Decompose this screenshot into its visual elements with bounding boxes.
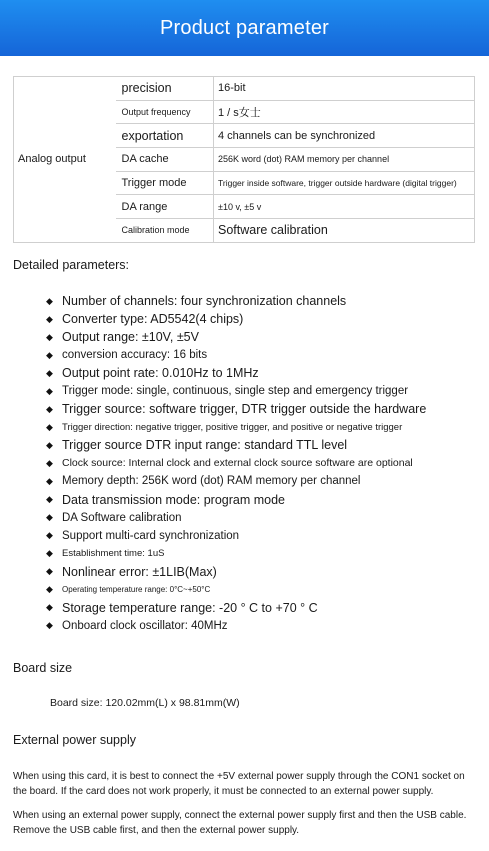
param-key: Calibration mode — [116, 219, 214, 243]
detailed-parameters-title: Detailed parameters: — [13, 258, 130, 272]
param-value: 16-bit — [214, 77, 475, 101]
param-key: Output frequency — [116, 100, 214, 124]
bullet-icon: ◆ — [46, 620, 53, 631]
bullet-icon: ◆ — [46, 331, 53, 342]
param-key: Trigger mode — [116, 171, 214, 195]
bullet-icon: ◆ — [46, 512, 53, 523]
list-item: ◆ Output range: ±10V, ±5V — [46, 330, 199, 345]
list-item: ◆ Nonlinear error: ±1LIB(Max) — [46, 564, 217, 579]
list-item: ◆ Number of channels: four synchronization channels — [46, 294, 347, 309]
list-item: ◆ Onboard clock oscillator: 40MHz — [46, 619, 228, 632]
param-value: ±10 v, ±5 v — [214, 195, 475, 219]
bullet-icon: ◆ — [46, 548, 53, 559]
bullet-icon: ◆ — [46, 530, 53, 541]
param-key: DA range — [116, 195, 214, 219]
list-item: ◆ Memory depth: 256K word (dot) RAM memory per channel — [46, 475, 361, 488]
list-item: ◆ Storage temperature range: -20 ° C to +70 ° C — [46, 600, 318, 615]
list-item: ◆ Trigger source: software trigger, DTR trigger outside the hardware — [46, 402, 427, 417]
list-item: ◆ Establishment time: 1uS — [46, 548, 165, 560]
bullet-icon: ◆ — [46, 457, 53, 468]
list-item: ◆ Data transmission mode: program mode — [46, 492, 286, 507]
list-item: ◆ Output point rate: 0.010Hz to 1MHz — [46, 366, 259, 381]
bullet-icon: ◆ — [46, 584, 53, 595]
param-value: Software calibration — [214, 219, 475, 243]
detailed-parameters-list — [46, 292, 486, 635]
bullet-icon: ◆ — [46, 602, 53, 613]
bullet-icon: ◆ — [46, 295, 53, 306]
bullet-icon: ◆ — [46, 313, 53, 324]
list-item: ◆ Operating temperature range: 0°C~+50°C — [46, 584, 211, 595]
param-value: 1 / s女士 — [214, 100, 475, 124]
bullet-icon: ◆ — [46, 367, 53, 378]
param-value: 256K word (dot) RAM memory per channel — [214, 148, 475, 172]
bullet-icon: ◆ — [46, 475, 53, 486]
list-item: ◆ Trigger direction: negative trigger, positive trigger, and positive or negative trigger — [46, 421, 403, 433]
board-size-title: Board size — [13, 661, 73, 675]
param-value: 4 channels can be synchronized — [214, 124, 475, 148]
list-item: ◆ Support multi-card synchronization — [46, 529, 240, 542]
bullet-icon: ◆ — [46, 494, 53, 505]
board-size-text: Board size: 120.02mm(L) x 98.81mm(W) — [50, 697, 240, 709]
bullet-icon: ◆ — [46, 421, 53, 432]
param-value: Trigger inside software, trigger outside hardware (digital trigger) — [214, 171, 475, 195]
bullet-icon: ◆ — [46, 439, 53, 450]
bullet-icon: ◆ — [46, 403, 53, 414]
bullet-icon: ◆ — [46, 385, 53, 396]
param-key: precision — [116, 77, 214, 101]
param-key: exportation — [116, 124, 214, 148]
list-item: ◆ conversion accuracy: 16 bits — [46, 349, 208, 362]
power-paragraph-2: When using an external power supply, connect the external power supply first and then the USB cable. Remove the USB cable first, and then the external power supply. — [13, 810, 467, 836]
parameter-table — [13, 76, 475, 243]
bullet-icon: ◆ — [46, 566, 53, 577]
list-item: ◆ Clock source: Internal clock and external clock source software are optional — [46, 457, 413, 470]
group-label: Analog output — [14, 77, 116, 243]
list-item: ◆ DA Software calibration — [46, 511, 182, 524]
power-paragraph-1: When using this card, it is best to connect the +5V external power supply through the CON1 socket on the board. If the card does not work properly, it must be connected to an external power supply. — [13, 771, 465, 797]
list-item: ◆ Converter type: AD5542(4 chips) — [46, 312, 244, 327]
page-title: Product parameter — [159, 16, 330, 39]
table-row — [14, 77, 475, 101]
bullet-icon: ◆ — [46, 349, 53, 360]
page-header — [0, 0, 489, 56]
power-supply-title: External power supply — [13, 733, 136, 747]
list-item: ◆ Trigger source DTR input range: standard TTL level — [46, 438, 348, 453]
list-item: ◆ Trigger mode: single, continuous, single step and emergency trigger — [46, 385, 409, 398]
param-key: DA cache — [116, 148, 214, 172]
